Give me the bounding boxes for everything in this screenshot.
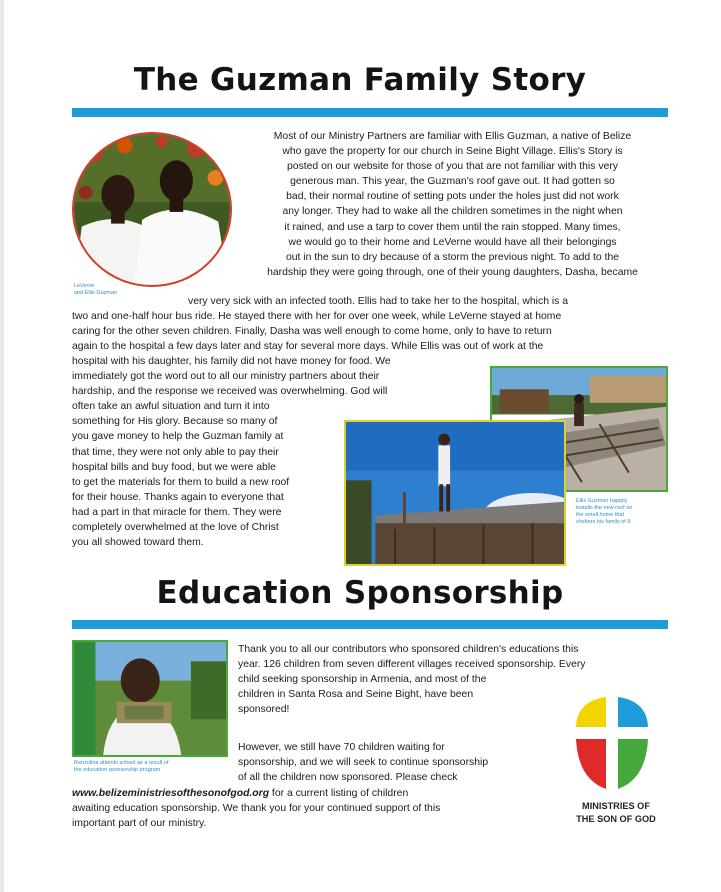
story-line: who gave the property for our church in Seine Bight Village. Ellis's Story is xyxy=(282,146,623,158)
story-line: bad, their normal routine of setting pots under the holes just did not work xyxy=(286,191,619,203)
education-line: Thank you to all our contributors who sponsored children's educations this xyxy=(238,644,579,655)
portrait-caption xyxy=(74,283,117,297)
story-title: The Guzman Family Story xyxy=(133,62,587,98)
story-line: hardship they were going through, one of their young daughters, Dasha, became xyxy=(267,266,638,278)
man-on-roof-photo xyxy=(344,420,566,566)
story-line: very very sick with an infected tooth. Ellis had to take her to the hospital, which is a xyxy=(188,296,569,307)
caption-line: Ellis Guzman happily xyxy=(576,498,628,504)
story-line: had a part in that miracle for them. They were xyxy=(72,506,282,518)
story-wide-block xyxy=(72,309,668,354)
education-line: children in Santa Rosa and Seine Bight, have been xyxy=(238,689,474,701)
education-title-rule xyxy=(72,620,668,629)
guzman-portrait-photo xyxy=(72,132,232,287)
education-text-c xyxy=(72,786,552,831)
logo-line: MINISTRIES OF xyxy=(582,801,650,811)
caption-line: LeVerne xyxy=(74,283,95,289)
caption-line: Renzolina attends school as a result of xyxy=(74,760,169,766)
website-link[interactable]: www.belizeministriesofthesonofgod.org xyxy=(72,788,270,799)
scan-edge xyxy=(0,0,4,892)
education-url-line xyxy=(72,786,552,801)
story-line: out in the sun to dry because of a storm the previous night. To add to the xyxy=(285,251,620,263)
caption-line: installs the new roof on xyxy=(576,505,633,511)
education-line: of all the children now sponsored. Please check xyxy=(238,772,458,784)
story-line: hardship, and the response we received was overwhelming. God will xyxy=(72,386,388,398)
story-line: any longer. They had to wake all the children sometimes in the night when xyxy=(282,206,623,218)
education-line: sponsored! xyxy=(238,704,290,716)
education-line: awaiting education sponsorship. We thank you for your continued support of this xyxy=(72,803,441,815)
url-tail: for a current listing of children xyxy=(269,788,409,799)
student-photo xyxy=(72,640,228,757)
story-line: two and one-half hour bus ride. He stayed there with her for over one week, while LeVerne stayed at home xyxy=(72,311,562,322)
story-line: generous man. This year, the Guzman's roof gave out. It had gotten so xyxy=(290,176,615,188)
education-line: year. 126 children from seven different villages received sponsorship. Every xyxy=(238,659,586,671)
caption-line: the small home that xyxy=(576,512,624,518)
education-line: However, we still have 70 children waiting for xyxy=(238,742,445,753)
education-line: child seeking sponsorship in Armenia, and most of the xyxy=(238,674,487,686)
story-line: it rained, and use a tarp to cover them until the rain stopped. Many times, xyxy=(284,221,621,233)
caption-line: and Ellis Guzman xyxy=(74,290,118,296)
ministry-logo-icon xyxy=(572,693,652,793)
story-line: often take an awful situation and turn it into xyxy=(72,401,270,413)
story-line: we would go to their home and LeVerne would have all their belongings xyxy=(288,236,617,248)
story-line: again to the hospital a few days later and stay for several more days. While Ellis was out of work at the xyxy=(72,341,544,353)
story-line: hospital with his daughter, his family did not have money for food. We xyxy=(72,356,391,367)
story-intro xyxy=(237,129,668,280)
education-title: Education Sponsorship xyxy=(156,575,564,611)
caption-line: shelters his family of 9 xyxy=(576,519,631,525)
story-line: posted on our website for those of you that are not familiar with this very xyxy=(287,161,618,173)
story-line: hospital bills and buy food, but we were able xyxy=(72,461,276,473)
story-line: you gave money to help the Guzman family at xyxy=(72,431,284,443)
ministry-logo-text xyxy=(546,800,686,826)
story-line: to get the materials for them to build a new roof xyxy=(72,476,290,488)
story-title-rule xyxy=(72,108,668,117)
caption-line: the education sponsorship program xyxy=(74,767,161,773)
student-caption xyxy=(74,760,234,774)
education-text-b xyxy=(238,740,558,785)
logo-line: THE SON OF GOD xyxy=(576,814,656,824)
story-line: immediately got the word out to all our ministry partners about their xyxy=(72,371,380,383)
story-line: something for His glory. Because so many of xyxy=(72,416,278,428)
education-line: sponsorship, and we will seek to continue sponsorship xyxy=(238,757,489,769)
story-line: Most of our Ministry Partners are familiar with Ellis Guzman, a native of Belize xyxy=(273,131,632,142)
story-line: completely overwhelmed at the love of Christ xyxy=(72,522,279,534)
story-line: you all showed toward them. xyxy=(72,537,204,549)
education-line: important part of our ministry. xyxy=(72,818,207,830)
story-line: caring for the other seven children. Finally, Dasha was well enough to come home, only to have to return xyxy=(72,326,552,338)
roof-caption xyxy=(576,498,671,526)
story-line: for their house. Thanks again to everyone that xyxy=(72,491,284,503)
story-line: that time, they were not only able to pay their xyxy=(72,446,279,458)
